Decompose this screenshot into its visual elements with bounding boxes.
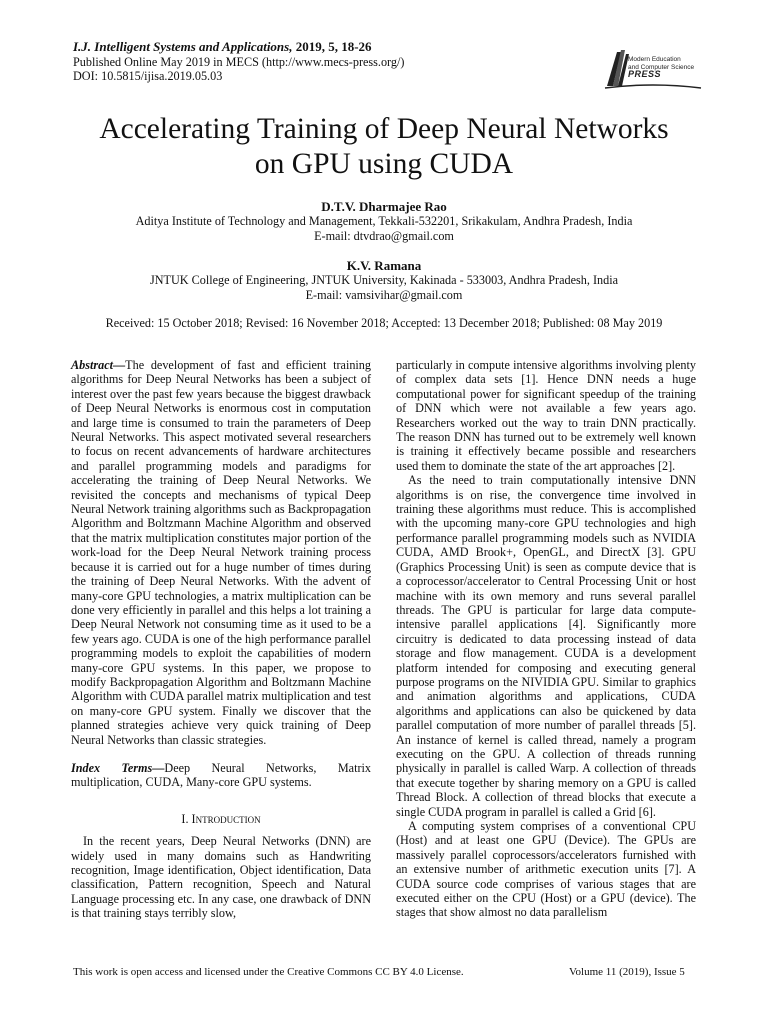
journal-name: I.J. Intelligent Systems and Applications, [73,39,293,54]
paper-title [40,112,728,182]
abstract-label: Abstract— [71,358,126,372]
author-affiliation: JNTUK College of Engineering, JNTUK University, Kakinada - 533003, Andhra Pradesh, India [150,273,618,287]
author-email: E-mail: dtvdrao@gmail.com [314,229,454,243]
section-heading-introduction: I. Introduction [181,811,261,826]
abstract [71,358,371,747]
title-line-2: on GPU using CUDA [254,148,514,180]
logo-press: PRESS [628,69,662,79]
author-name: D.T.V. Dharmajee Rao [321,199,447,214]
author-block-2 [40,258,728,303]
volume-footer: Volume 11 (2019), Issue 5 [569,966,685,978]
left-column [71,358,371,921]
index-terms [71,761,371,790]
logo-line-1: Modern Education [628,56,681,63]
index-terms-text: Deep Neural Networks, Matrix multiplication, CUDA, Many-core GPU systems. [71,760,371,790]
abstract-text: The development of fast and efficient training algorithms for Deep Neural Networks has been a subject of interest over the past few years because the biggest drawback of Deep Neural Networks is enormous cost in computation and large time is consumed to train the parameters of Deep Neural Networks. This aspect motivated several researchers to focus on recent advancements of hardware architectures and parallel programming models and paradigms for accelerating the training of Deep Neural Networks. We revisited the concepts and mechanisms of typical Deep Neural Network training algorithms such as Backpropagation Algorithm and Boltzmann Machine Algorithm and observed that the matrix multiplication constitutes major portion of the work-load for the Deep Neural Network training process because it is carried out for a huge number of times during the training of Deep Neural Networks. With the advent of many-core GPU technologies, a matrix multiplication can be done very efficiently in parallel and this helps a lot training a Deep Neural Network not consuming time as it used to be a few years ago. CUDA is one of the high performance parallel programming models to exploit the capabilities of modern many-core GPU systems. In this paper, we propose to modify Backpropagation Algorithm and Boltzmann Machine Algorithm with CUDA parallel matrix multiplication and test on many-core GPU system. Finally we discover that the planned strategies achieve very quick training of Deep Neural Networks than classic strategies. [71,358,371,747]
publication-dates: Received: 15 October 2018; Revised: 16 November 2018; Accepted: 13 December 2018; Published: 08 May 2019 [105,316,663,330]
author-affiliation: Aditya Institute of Technology and Management, Tekkali-532201, Srikakulam, Andhra Pradesh, India [135,214,633,228]
body-paragraph: particularly in compute intensive algorithms involving plenty of complex data sets [1]. Hence DNN needs a huge computational power for significant speedup of the training of DNN which were not available a few years ago. Researchers worked out the way to train DNN practically. The reason DNN has turned out to be extremely well known is training it effectively became possible and researchers used them to dominate the state of the art approaches [2]. [396,358,696,473]
logo-text [628,56,708,79]
logo-line-2: and Computer Science [628,63,695,71]
doi-line: DOI: 10.5815/ijisa.2019.05.03 [73,69,223,83]
journal-volume: 2019, 5, 18-26 [292,39,372,54]
published-line: Published Online May 2019 in MECS (http://www.mecs-press.org/) [73,54,405,69]
body-paragraph: As the need to train computationally intensive DNN algorithms is on rise, the convergence time involved in training these algorithms must reduce. This is accomplished with the upcoming many-core GPU technologies and high performance parallel programming models such as NVIDIA CUDA, AMD Brook+, OpenGL, and DirectX [3]. GPU (Graphics Processing Unit) is seen as compute device that is a coprocessor/accelerator to Central Processing Unit or host machine with its own memory and runs several parallel threads. The GPU is particular for large data compute-intensive parallel applications [4]. Significantly more circuitry is dedicated to data processing instead of data storage and flow management. CUDA is a development platform intended for composing and executing general purpose programs on the NIVIDIA GPU. Similar to graphics and animation algorithms and applications, CUDA algorithms and applications can also be quickened by data parallel computation of more number of parallel threads [5]. An instance of kernel is called thread, namely a program executing on the GPU. A collection of threads running physically in parallel is called Warp. A collection of threads that execute together by sharing memory on a GPU is called Thread Block. A collection of thread blocks that execute a single CUDA program in parallel is called a Grid [6]. [396,473,696,819]
index-terms-label: Index Terms— [71,760,165,775]
author-block-1 [40,199,728,244]
journal-header [73,40,404,84]
author-email: E-mail: vamsivihar@gmail.com [305,288,463,302]
intro-paragraph: In the recent years, Deep Neural Networks (DNN) are widely used in many domains such as Handwriting recognition, Image identification, Object identification, Data classification, Pattern recognition, Speech and Natural Language processing etc. In any case, one drawback of DNN is that training stays terribly slow, [71,834,371,921]
title-line-1: Accelerating Training of Deep Neural Networks [99,113,669,145]
author-name: K.V. Ramana [346,258,422,273]
right-column [396,358,696,920]
body-paragraph: A computing system comprises of a conventional CPU (Host) and at least one GPU (Device). The GPUs are massively parallel coprocessors/accelerators furnished with an extensive number of arithmetic execution units [7]. A CUDA source code comprises of various stages that are executed either on the CPU (Host) or a GPU (device). The stages that show almost no data parallelism [396,819,696,920]
license-footer: This work is open access and licensed under the Creative Commons CC BY 4.0 License. [73,966,464,978]
